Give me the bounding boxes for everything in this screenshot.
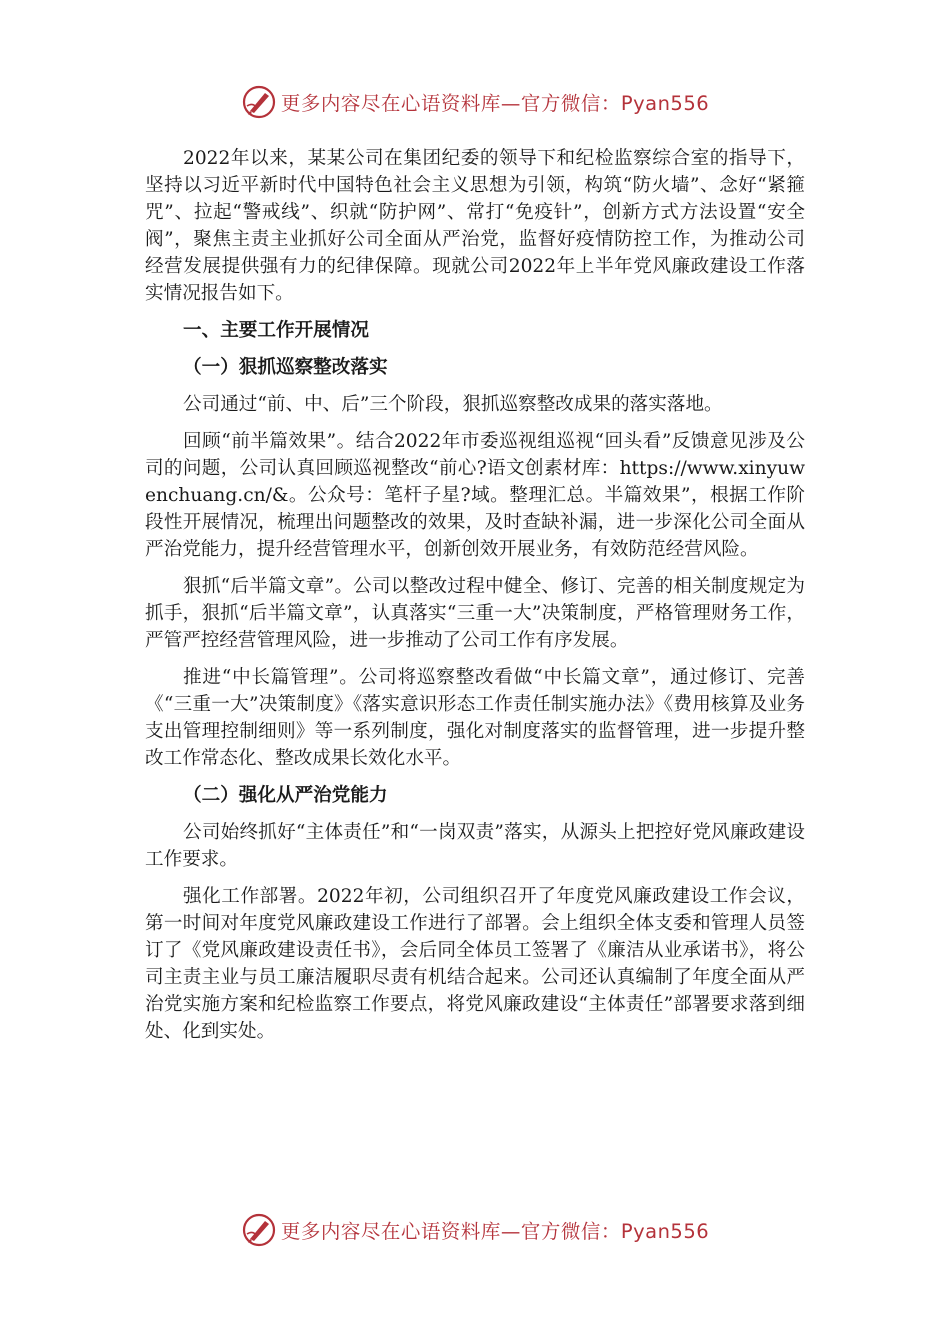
paragraph: 强化工作部署。2022年初，公司组织召开了年度党风廉政建设工作会议，第一时间对年度党风廉政建设工作进行了部署。会上组织全体支委和管理人员签订了《党风廉政建设责任书》，会后同全体员工签署了《廉洁从业承诺书》，将公司主责主业与员工廉洁履职尽责有机结合起来。公司还认真编制了年度全面从严治党实施方案和纪检监察工作要点，将党风廉政建设“主体责任”部署要求落到细处、化到实处。 [145, 886, 805, 1042]
section-heading: 一、主要工作开展情况 [183, 320, 369, 341]
pen-logo-icon [241, 84, 277, 120]
pen-logo-icon [241, 1212, 277, 1248]
paragraph: 公司始终抓好“主体责任”和“一岗双责”落实，从源头上把控好党风廉政建设工作要求。 [145, 822, 805, 870]
document-body [145, 145, 805, 1045]
subsection-heading-1: （一）狠抓巡察整改落实 [183, 357, 388, 378]
intro-paragraph: 2022年以来，某某公司在集团纪委的领导下和纪检监察综合室的指导下，坚持以习近平新时代中国特色社会主义思想为引领，构筑“防火墙”、念好“紧箍咒”、拉起“警戒线”、织就“防护网”、常打“免疫针”，创新方式方法设置“安全阀”，聚焦主责主业抓好公司全面从严治党，监督好疫情防控工作，为推动公司经营发展提供强有力的纪律保障。现就公司2022年上半年党风廉政建设工作落实情况报告如下。 [145, 148, 805, 304]
banner-text: 更多内容尽在心语资料库—官方微信：Pyan556 [280, 92, 710, 115]
paragraph: 公司通过“前、中、后”三个阶段，狠抓巡察整改成果的落实落地。 [183, 394, 723, 415]
paragraph: 推进“中长篇管理”。公司将巡察整改看做“中长篇文章”，通过修订、完善《“三重一大”决策制度》《落实意识形态工作责任制实施办法》《费用核算及业务支出管理控制细则》等一系列制度，强化对制度落实的监督管理，进一步提升整改工作常态化、整改成果长效化水平。 [145, 667, 805, 769]
paragraph: 狠抓“后半篇文章”。公司以整改过程中健全、修订、完善的相关制度规定为抓手，狠抓“后半篇文章”，认真落实“三重一大”决策制度，严格管理财务工作，严管严控经营管理风险，进一步推动了公司工作有序发展。 [145, 576, 805, 651]
banner-text: 更多内容尽在心语资料库—官方微信：Pyan556 [280, 1220, 710, 1243]
paragraph: 回顾“前半篇效果”。结合2022年市委巡视组巡视“回头看”反馈意见涉及公司的问题，公司认真回顾巡视整改“前心?语文创素材库：https://www.xinyuwenchuang.cn/&。公众号：笔杆子星?域。整理汇总。半篇效果”，根据工作阶段性开展情况，梳理出问题整改的效果，及时查缺补漏，进一步深化公司全面从严治党能力，提升经营管理水平，创新创效开展业务，有效防范经营风险。 [145, 431, 805, 560]
header-banner [0, 82, 950, 122]
subsection-heading-2: （二）强化从严治党能力 [183, 785, 388, 806]
footer-banner [0, 1210, 950, 1250]
